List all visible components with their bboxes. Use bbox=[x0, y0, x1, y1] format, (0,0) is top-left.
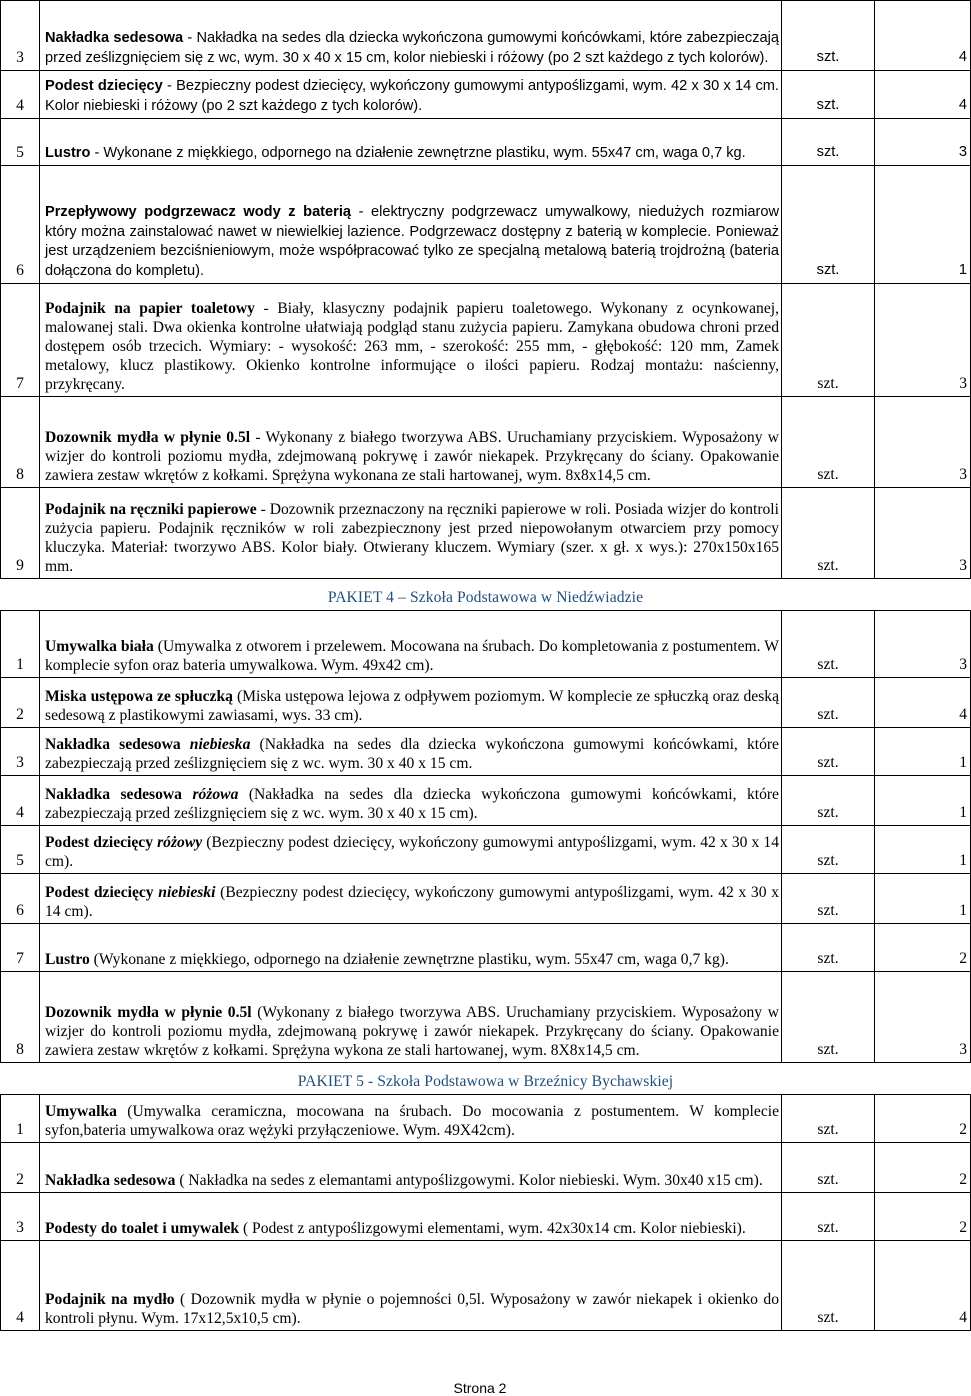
item-description bbox=[40, 284, 782, 397]
item-row bbox=[1, 488, 971, 579]
item-unit: szt. bbox=[782, 488, 875, 579]
item-number: 5 bbox=[1, 826, 40, 874]
item-number: 8 bbox=[1, 397, 40, 488]
item-row bbox=[1, 119, 971, 166]
item-quantity: 4 bbox=[875, 1, 971, 71]
item-row bbox=[1, 728, 971, 776]
item-name: Podest dziecięcy bbox=[45, 884, 159, 901]
item-name: Podajnik na papier toaletowy bbox=[45, 300, 255, 317]
item-name: Nakładka sedesowa bbox=[45, 786, 193, 803]
item-separator: - bbox=[351, 204, 372, 220]
item-number: 8 bbox=[1, 972, 40, 1063]
item-quantity: 2 bbox=[875, 1095, 971, 1143]
item-name: Lustro bbox=[45, 144, 91, 161]
item-row bbox=[1, 924, 971, 972]
item-variant: niebieska bbox=[189, 736, 251, 753]
item-row bbox=[1, 1095, 971, 1143]
item-unit: szt. bbox=[782, 924, 875, 972]
item-unit: szt. bbox=[782, 119, 875, 166]
item-number: 5 bbox=[1, 119, 40, 166]
item-row bbox=[1, 1143, 971, 1193]
item-row bbox=[1, 1, 971, 71]
item-row bbox=[1, 71, 971, 119]
item-separator: - bbox=[183, 30, 197, 46]
item-unit: szt. bbox=[782, 1193, 875, 1241]
item-separator: - bbox=[256, 501, 270, 518]
page-footer: Strona 2 bbox=[453, 1380, 507, 1396]
item-text: ( Dozownik mydła w płynie o pojemności 0,5l. Wyposażony w zawór niekapek i okienko do kontroli płynu. Wym. 17x12,5x10,5 cm). bbox=[45, 1291, 779, 1327]
item-quantity: 3 bbox=[875, 972, 971, 1063]
package-header bbox=[1, 579, 971, 611]
item-separator: - bbox=[254, 300, 278, 317]
item-description bbox=[40, 1095, 782, 1143]
item-quantity: 1 bbox=[875, 166, 971, 284]
item-number: 4 bbox=[1, 71, 40, 119]
item-unit: szt. bbox=[782, 71, 875, 119]
item-row bbox=[1, 166, 971, 284]
item-description bbox=[40, 1, 782, 71]
item-unit: szt. bbox=[782, 972, 875, 1063]
item-quantity: 4 bbox=[875, 678, 971, 728]
items-table-body bbox=[1, 1, 971, 1331]
item-text: (Bezpieczny podest dziecięcy, wykończony gumowymi antypoślizgami, wym. 42 x 30 x 14 cm). bbox=[45, 884, 779, 920]
item-unit: szt. bbox=[782, 678, 875, 728]
item-quantity: 1 bbox=[875, 874, 971, 924]
item-text: (Wykonane z miękkiego, odpornego na działenie zewnętrzne plastiku, wym. 55x47 cm, waga 0,7 kg). bbox=[89, 951, 729, 968]
item-quantity: 1 bbox=[875, 776, 971, 826]
item-number: 2 bbox=[1, 1143, 40, 1193]
item-unit: szt. bbox=[782, 611, 875, 678]
item-quantity: 3 bbox=[875, 397, 971, 488]
item-description bbox=[40, 728, 782, 776]
item-text: (Miska ustępowa lejowa z odpływem poziomym. W komplecie ze spłuczką oraz deską sedesową z plastikowymi zawiasami, wys. 33 cm). bbox=[45, 688, 779, 724]
item-unit: szt. bbox=[782, 1095, 875, 1143]
item-number: 6 bbox=[1, 874, 40, 924]
item-unit: szt. bbox=[782, 728, 875, 776]
item-text: Wykonany z białego tworzywa ABS. Uruchamiany przyciskiem. Wyposażony w wizjer do kontroli poziomu mydła, zdejmowaną pokrywę i zawór niekapek. Przykręcany do ściany. Opakowanie zawiera zestaw wkrętów z kołkami. Sprężyna wykonana ze stali hartowanej, wym. 8x8x14,5 cm. bbox=[45, 429, 779, 484]
item-name: Podest dziecięcy bbox=[45, 834, 158, 851]
item-number: 9 bbox=[1, 488, 40, 579]
item-description bbox=[40, 1241, 782, 1331]
item-description bbox=[40, 678, 782, 728]
item-row bbox=[1, 776, 971, 826]
item-description bbox=[40, 776, 782, 826]
item-unit: szt. bbox=[782, 1, 875, 71]
item-text: Nakładka na sedes dla dziecka wykończona gumowymi końcówkami, które zabezpieczają przed ześlizgnięciem się z wc, wym. 30 x 40 x 15 cm, kolor niebieski i różowy (po 2 szt każdego z tych kolorów). bbox=[45, 30, 779, 66]
item-text: elektryczny podgrzewacz umywalkowy, niedużych rozmiarow który można zainstalować nawet w niewielkiej lazience. Podgrzewacz dostępny z baterią w komplecie. Ponieważ jest urządzeniem bezciśnieniowym, może współpracować tylko ze specjalną metalową baterią trojdrożną (bateria dołączona do kompletu). bbox=[45, 204, 779, 279]
item-row bbox=[1, 874, 971, 924]
item-row bbox=[1, 284, 971, 397]
item-number: 3 bbox=[1, 728, 40, 776]
item-quantity: 3 bbox=[875, 119, 971, 166]
item-number: 6 bbox=[1, 166, 40, 284]
item-quantity: 3 bbox=[875, 284, 971, 397]
item-name: Umywalka bbox=[45, 1103, 117, 1120]
item-description bbox=[40, 826, 782, 874]
item-text: (Umywalka z otworem i przelewem. Mocowana na śrubach. Do kompletowania z postumentem. W komplecie syfon oraz bateria umywalkowa. Wym. 49x42 cm). bbox=[45, 638, 779, 674]
item-number: 2 bbox=[1, 678, 40, 728]
item-row bbox=[1, 678, 971, 728]
item-quantity: 4 bbox=[875, 1241, 971, 1331]
item-separator: - bbox=[250, 429, 266, 446]
item-unit: szt. bbox=[782, 826, 875, 874]
item-row bbox=[1, 826, 971, 874]
item-text: (Umywalka ceramiczna, mocowana na śrubach. Do mocowania z postumentem. W komplecie syfon,bateria umywalkowa oraz wężyki przyłączeniowe. Wym. 49X42cm). bbox=[45, 1103, 779, 1139]
item-description bbox=[40, 924, 782, 972]
package-header-row bbox=[1, 1063, 971, 1095]
item-number: 3 bbox=[1, 1, 40, 71]
item-separator: - bbox=[162, 78, 177, 94]
item-name: Umywalka biała bbox=[45, 638, 154, 655]
item-row bbox=[1, 972, 971, 1063]
item-unit: szt. bbox=[782, 1241, 875, 1331]
item-number: 4 bbox=[1, 1241, 40, 1331]
package-header bbox=[1, 1063, 971, 1095]
item-unit: szt. bbox=[782, 776, 875, 826]
item-number: 3 bbox=[1, 1193, 40, 1241]
package-title: PAKIET 5 - Szkoła Podstawowa w Brzeźnicy Bychawskiej bbox=[297, 1073, 674, 1090]
item-name: Nakładka sedesowa bbox=[45, 1172, 176, 1189]
item-row bbox=[1, 1241, 971, 1331]
item-name: Podajnik na ręczniki papierowe bbox=[45, 501, 257, 518]
item-text: (Nakładka na sedes dla dziecka wykończona gumowymi końcówkami, które zabezpieczają przed ześlizgnięciem się z wc. wym. 30 x 40 x 15 cm. bbox=[45, 736, 779, 772]
item-number: 4 bbox=[1, 776, 40, 826]
item-description bbox=[40, 874, 782, 924]
item-name: Nakładka sedesowa bbox=[45, 30, 184, 46]
item-unit: szt. bbox=[782, 284, 875, 397]
item-description bbox=[40, 488, 782, 579]
item-unit: szt. bbox=[782, 1143, 875, 1193]
item-unit: szt. bbox=[782, 166, 875, 284]
item-unit: szt. bbox=[782, 874, 875, 924]
item-text: (Nakładka na sedes dla dziecka wykończona gumowymi końcówkami, które zabezpieczają przed ześlizgnięciem się z wc. wym. 30 x 40 x 15 cm). bbox=[45, 786, 779, 822]
item-variant: niebieski bbox=[158, 884, 216, 901]
package-header-row bbox=[1, 579, 971, 611]
item-row bbox=[1, 397, 971, 488]
item-name: Lustro bbox=[45, 951, 90, 968]
item-description bbox=[40, 611, 782, 678]
item-text: Biały, klasyczny podajnik papieru toaletowego. Wykonany z ocynkowanej, malowanej stali. Dwa okienka kontrolne ułatwiają podgląd stanu zużycia papieru. Zamykana obudowa chroni przed dostępem osób trzecich. Wymiary: - wysokość: 263 mm, - szerokość: 255 mm, - głębokość: 120 mm, Zamek metalowy, klucz plastikowy. Okienko kontrolne informujące o ilości papieru. Rodzaj montażu: naścienny, przykręcany. bbox=[45, 300, 779, 393]
item-description bbox=[40, 119, 782, 166]
item-text: ( Nakładka na sedes z elemantami antypoślizgowymi. Kolor niebieski. Wym. 30x40 x15 cm). bbox=[175, 1172, 763, 1189]
item-description bbox=[40, 1143, 782, 1193]
item-name: Przepływowy podgrzewacz wody z baterią bbox=[45, 204, 352, 220]
item-quantity: 2 bbox=[875, 924, 971, 972]
item-text: Dozownik przeznaczony na ręczniki papierowe w roli. Posiada wizjer do kontroli zużycia papieru. Podajnik ręczników w roli zabezpiecznony jest przed niepowołanym otwarciem przy pomocy kluczyka. Materiał: tworzywo ABS. Kolor biały. Otwierany kluczem. Wymiary (szer. x gł. x wys.): 270x150x165 mm. bbox=[45, 501, 779, 575]
item-variant: różowy bbox=[157, 834, 203, 851]
item-name: Podesty do toalet i umywalek bbox=[45, 1220, 240, 1237]
item-name: Miska ustępowa ze spłuczką bbox=[45, 688, 233, 705]
item-text: Bezpieczny podest dziecięcy, wykończony gumowymi antypoślizgami, wym. 42 x 30 x 14 cm. Kolor niebieski i różowy (po 2 szt każdego z tych kolorów). bbox=[45, 78, 779, 114]
item-number: 7 bbox=[1, 924, 40, 972]
item-quantity: 2 bbox=[875, 1193, 971, 1241]
item-unit: szt. bbox=[782, 397, 875, 488]
item-text: (Bezpieczny podest dziecięcy, wykończony gumowymi antypoślizgami, wym. 42 x 30 x 14 cm). bbox=[45, 834, 779, 870]
item-separator: - bbox=[90, 144, 104, 161]
item-variant: różowa bbox=[192, 786, 239, 803]
item-quantity: 1 bbox=[875, 826, 971, 874]
item-row bbox=[1, 1193, 971, 1241]
item-name: Podest dziecięcy bbox=[45, 78, 163, 94]
item-row bbox=[1, 611, 971, 678]
item-quantity: 4 bbox=[875, 71, 971, 119]
item-description bbox=[40, 71, 782, 119]
item-name: Dozownik mydła w płynie 0.5l bbox=[45, 1004, 252, 1021]
item-text: ( Podest z antypoślizgowymi elementami, wym. 42x30x14 cm. Kolor niebieski). bbox=[239, 1220, 746, 1237]
item-quantity: 3 bbox=[875, 488, 971, 579]
item-text: Wykonane z miękkiego, odpornego na działenie zewnętrzne plastiku, wym. 55x47 cm, waga 0,7 kg. bbox=[103, 144, 746, 161]
item-name: Podajnik na mydło bbox=[45, 1291, 175, 1308]
item-number: 1 bbox=[1, 611, 40, 678]
item-name: Dozownik mydła w płynie 0.5l bbox=[45, 429, 251, 446]
package-title: PAKIET 4 – Szkoła Podstawowa w Niedźwiadzie bbox=[327, 589, 644, 606]
item-name: Nakładka sedesowa bbox=[45, 736, 190, 753]
item-number: 1 bbox=[1, 1095, 40, 1143]
item-description bbox=[40, 166, 782, 284]
item-description bbox=[40, 397, 782, 488]
item-text: (Wykonany z białego tworzywa ABS. Uruchamiany przyciskiem. Wyposażony w wizjer do kontroli poziomu mydła, zdejmowaną pokrywę i zawór niekapek. Przykręcany do ściany. Opakowanie zawiera zestaw wkrętów z kołkami. Sprężyna wykona ze stali hartowanej, wym. 8X8x14,5 cm. bbox=[45, 1004, 779, 1059]
item-description bbox=[40, 972, 782, 1063]
item-quantity: 1 bbox=[875, 728, 971, 776]
item-quantity: 3 bbox=[875, 611, 971, 678]
item-description bbox=[40, 1193, 782, 1241]
item-quantity: 2 bbox=[875, 1143, 971, 1193]
item-number: 7 bbox=[1, 284, 40, 397]
